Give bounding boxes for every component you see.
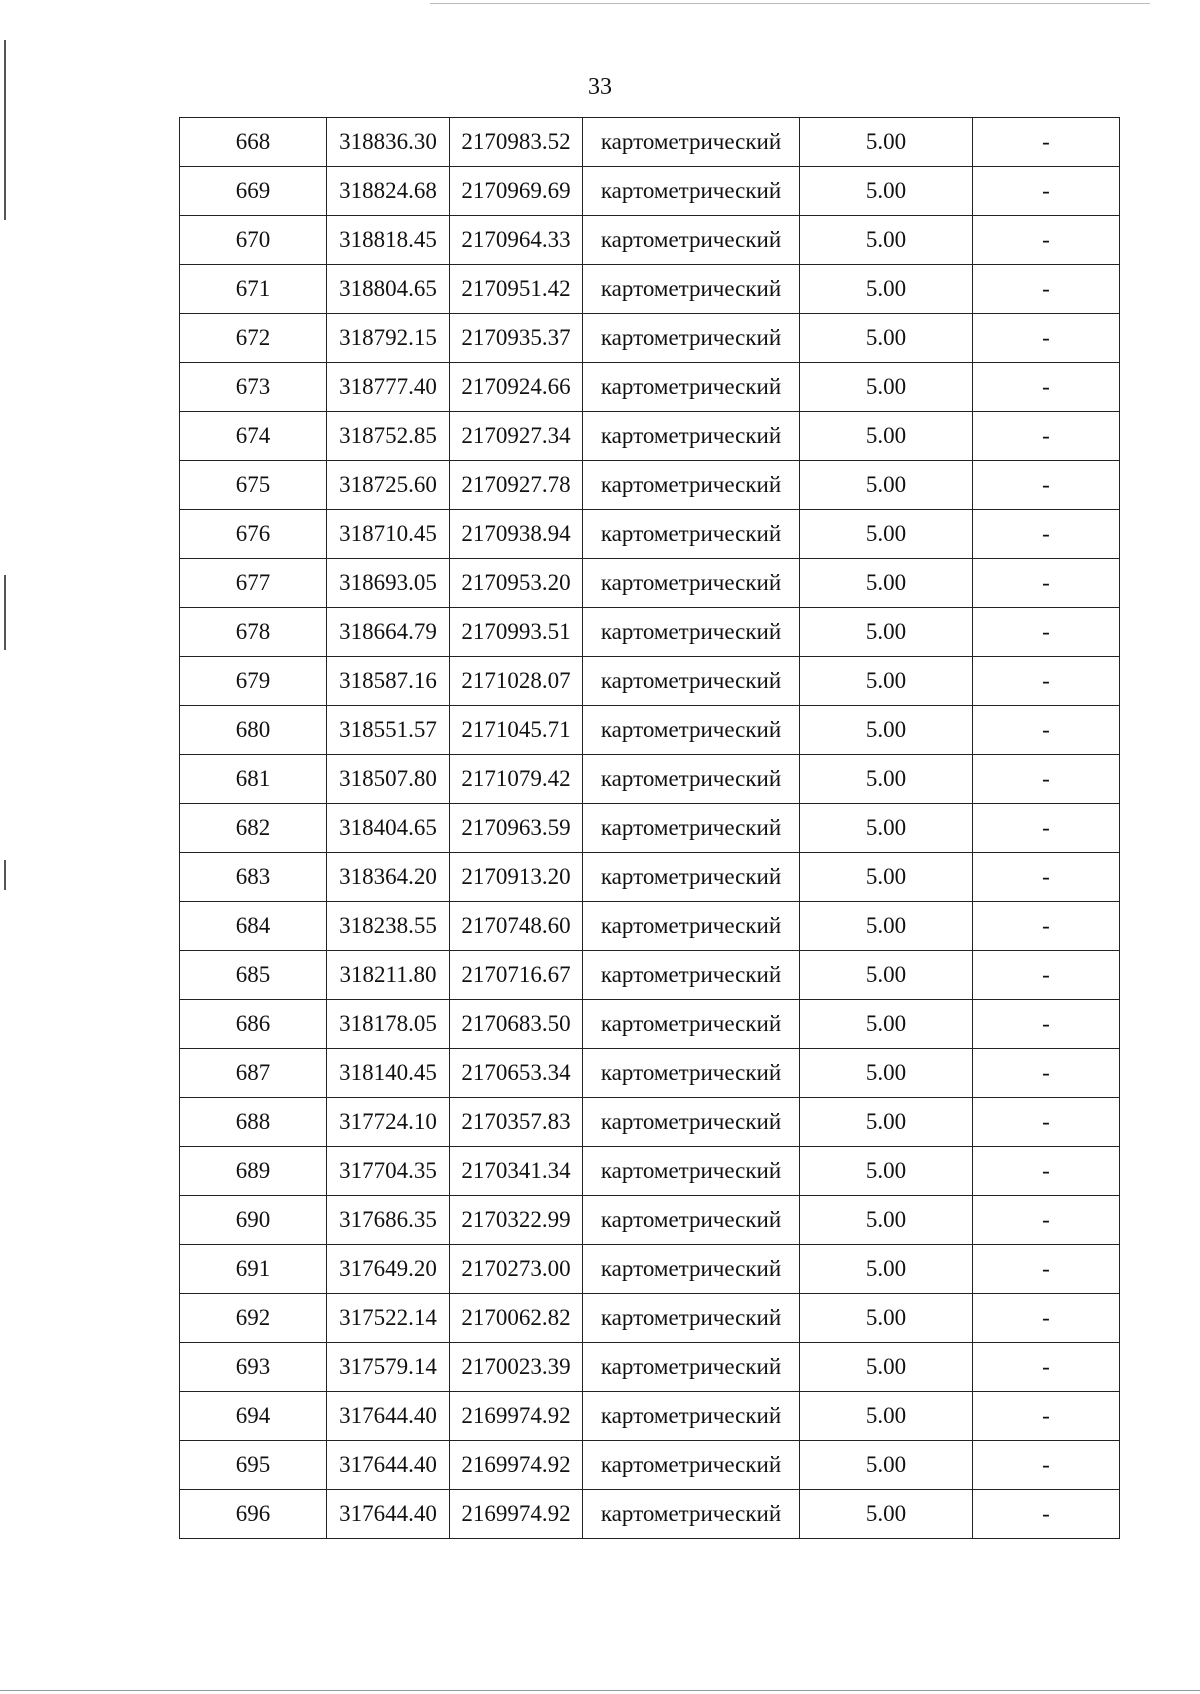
method-cell: картометрический [583,412,800,461]
y-coordinate-cell: 2170273.00 [450,1245,583,1294]
method-cell: картометрический [583,1147,800,1196]
method-cell: картометрический [583,167,800,216]
y-coordinate-cell: 2169974.92 [450,1490,583,1539]
x-coordinate-cell: 318792.15 [327,314,450,363]
table-row [180,216,1120,265]
precision-cell: 5.00 [800,412,973,461]
table-row [180,1343,1120,1392]
precision-cell: 5.00 [800,118,973,167]
x-coordinate-cell: 317579.14 [327,1343,450,1392]
x-coordinate-cell: 318725.60 [327,461,450,510]
precision-cell: 5.00 [800,1098,973,1147]
point-number-cell: 686 [180,1000,327,1049]
precision-cell: 5.00 [800,951,973,1000]
method-cell: картометрический [583,461,800,510]
precision-cell: 5.00 [800,216,973,265]
y-coordinate-cell: 2170062.82 [450,1294,583,1343]
description-cell: - [973,657,1120,706]
method-cell: картометрический [583,608,800,657]
description-cell: - [973,216,1120,265]
point-number-cell: 690 [180,1196,327,1245]
table-row [180,1098,1120,1147]
description-cell: - [973,1245,1120,1294]
y-coordinate-cell: 2170951.42 [450,265,583,314]
description-cell: - [973,1098,1120,1147]
precision-cell: 5.00 [800,1147,973,1196]
table-row [180,1294,1120,1343]
precision-cell: 5.00 [800,1441,973,1490]
x-coordinate-cell: 318551.57 [327,706,450,755]
table-row [180,608,1120,657]
y-coordinate-cell: 2171045.71 [450,706,583,755]
description-cell: - [973,265,1120,314]
x-coordinate-cell: 317704.35 [327,1147,450,1196]
precision-cell: 5.00 [800,265,973,314]
description-cell: - [973,1049,1120,1098]
description-cell: - [973,804,1120,853]
table-row [180,1147,1120,1196]
x-coordinate-cell: 318693.05 [327,559,450,608]
x-coordinate-cell: 318752.85 [327,412,450,461]
scan-edge-left-mark [4,40,6,220]
y-coordinate-cell: 2170927.34 [450,412,583,461]
precision-cell: 5.00 [800,902,973,951]
method-cell: картометрический [583,706,800,755]
x-coordinate-cell: 318178.05 [327,1000,450,1049]
description-cell: - [973,118,1120,167]
table-row [180,1000,1120,1049]
x-coordinate-cell: 317644.40 [327,1441,450,1490]
x-coordinate-cell: 318804.65 [327,265,450,314]
y-coordinate-cell: 2169974.92 [450,1441,583,1490]
description-cell: - [973,510,1120,559]
point-number-cell: 677 [180,559,327,608]
table-row [180,755,1120,804]
precision-cell: 5.00 [800,853,973,902]
x-coordinate-cell: 318777.40 [327,363,450,412]
y-coordinate-cell: 2170927.78 [450,461,583,510]
table-row [180,706,1120,755]
method-cell: картометрический [583,1490,800,1539]
table-row [180,314,1120,363]
method-cell: картометрический [583,1000,800,1049]
method-cell: картометрический [583,1392,800,1441]
table-row [180,657,1120,706]
description-cell: - [973,853,1120,902]
description-cell: - [973,1294,1120,1343]
y-coordinate-cell: 2170924.66 [450,363,583,412]
point-number-cell: 670 [180,216,327,265]
method-cell: картометрический [583,755,800,804]
point-number-cell: 685 [180,951,327,1000]
y-coordinate-cell: 2170983.52 [450,118,583,167]
table-row [180,1392,1120,1441]
precision-cell: 5.00 [800,1392,973,1441]
y-coordinate-cell: 2170653.34 [450,1049,583,1098]
table-row [180,804,1120,853]
table-row [180,951,1120,1000]
coordinates-table-body [180,118,1120,1539]
x-coordinate-cell: 317686.35 [327,1196,450,1245]
method-cell: картометрический [583,1294,800,1343]
precision-cell: 5.00 [800,167,973,216]
precision-cell: 5.00 [800,1245,973,1294]
y-coordinate-cell: 2170993.51 [450,608,583,657]
point-number-cell: 682 [180,804,327,853]
description-cell: - [973,608,1120,657]
x-coordinate-cell: 317644.40 [327,1490,450,1539]
point-number-cell: 681 [180,755,327,804]
precision-cell: 5.00 [800,1294,973,1343]
point-number-cell: 691 [180,1245,327,1294]
x-coordinate-cell: 318710.45 [327,510,450,559]
table-row [180,1441,1120,1490]
x-coordinate-cell: 317522.14 [327,1294,450,1343]
precision-cell: 5.00 [800,1490,973,1539]
point-number-cell: 683 [180,853,327,902]
point-number-cell: 672 [180,314,327,363]
scan-edge-left-mark [4,575,6,650]
description-cell: - [973,1392,1120,1441]
precision-cell: 5.00 [800,608,973,657]
precision-cell: 5.00 [800,510,973,559]
precision-cell: 5.00 [800,559,973,608]
y-coordinate-cell: 2171079.42 [450,755,583,804]
table-row [180,853,1120,902]
y-coordinate-cell: 2170938.94 [450,510,583,559]
point-number-cell: 669 [180,167,327,216]
scan-edge-bottom [0,1690,1200,1691]
precision-cell: 5.00 [800,1049,973,1098]
x-coordinate-cell: 317644.40 [327,1392,450,1441]
method-cell: картометрический [583,363,800,412]
y-coordinate-cell: 2170913.20 [450,853,583,902]
y-coordinate-cell: 2170683.50 [450,1000,583,1049]
description-cell: - [973,1147,1120,1196]
y-coordinate-cell: 2170322.99 [450,1196,583,1245]
table-row [180,1245,1120,1294]
point-number-cell: 668 [180,118,327,167]
method-cell: картометрический [583,853,800,902]
y-coordinate-cell: 2170969.69 [450,167,583,216]
x-coordinate-cell: 317724.10 [327,1098,450,1147]
precision-cell: 5.00 [800,363,973,412]
table-row [180,363,1120,412]
point-number-cell: 678 [180,608,327,657]
method-cell: картометрический [583,902,800,951]
table-row [180,559,1120,608]
table-row [180,510,1120,559]
table-row [180,167,1120,216]
method-cell: картометрический [583,559,800,608]
y-coordinate-cell: 2170023.39 [450,1343,583,1392]
point-number-cell: 671 [180,265,327,314]
x-coordinate-cell: 318364.20 [327,853,450,902]
method-cell: картометрический [583,118,800,167]
point-number-cell: 696 [180,1490,327,1539]
table-row [180,265,1120,314]
method-cell: картометрический [583,1049,800,1098]
x-coordinate-cell: 318140.45 [327,1049,450,1098]
x-coordinate-cell: 318211.80 [327,951,450,1000]
point-number-cell: 679 [180,657,327,706]
description-cell: - [973,1196,1120,1245]
table-row [180,1049,1120,1098]
point-number-cell: 689 [180,1147,327,1196]
point-number-cell: 695 [180,1441,327,1490]
method-cell: картометрический [583,1245,800,1294]
y-coordinate-cell: 2170935.37 [450,314,583,363]
table-row [180,118,1120,167]
description-cell: - [973,314,1120,363]
description-cell: - [973,461,1120,510]
point-number-cell: 675 [180,461,327,510]
description-cell: - [973,167,1120,216]
x-coordinate-cell: 317649.20 [327,1245,450,1294]
description-cell: - [973,951,1120,1000]
y-coordinate-cell: 2170341.34 [450,1147,583,1196]
point-number-cell: 688 [180,1098,327,1147]
point-number-cell: 687 [180,1049,327,1098]
point-number-cell: 674 [180,412,327,461]
y-coordinate-cell: 2170963.59 [450,804,583,853]
precision-cell: 5.00 [800,755,973,804]
y-coordinate-cell: 2170953.20 [450,559,583,608]
method-cell: картометрический [583,314,800,363]
x-coordinate-cell: 318836.30 [327,118,450,167]
y-coordinate-cell: 2170748.60 [450,902,583,951]
description-cell: - [973,363,1120,412]
page-number: 33 [588,74,612,100]
precision-cell: 5.00 [800,1343,973,1392]
method-cell: картометрический [583,1343,800,1392]
method-cell: картометрический [583,1098,800,1147]
y-coordinate-cell: 2170964.33 [450,216,583,265]
precision-cell: 5.00 [800,314,973,363]
method-cell: картометрический [583,657,800,706]
method-cell: картометрический [583,265,800,314]
description-cell: - [973,559,1120,608]
method-cell: картометрический [583,510,800,559]
y-coordinate-cell: 2170716.67 [450,951,583,1000]
description-cell: - [973,1490,1120,1539]
x-coordinate-cell: 318404.65 [327,804,450,853]
table-row [180,902,1120,951]
table-row [180,461,1120,510]
method-cell: картометрический [583,1196,800,1245]
description-cell: - [973,706,1120,755]
table-row [180,412,1120,461]
method-cell: картометрический [583,804,800,853]
point-number-cell: 692 [180,1294,327,1343]
y-coordinate-cell: 2169974.92 [450,1392,583,1441]
x-coordinate-cell: 318238.55 [327,902,450,951]
method-cell: картометрический [583,1441,800,1490]
description-cell: - [973,755,1120,804]
precision-cell: 5.00 [800,461,973,510]
y-coordinate-cell: 2170357.83 [450,1098,583,1147]
table-row [180,1490,1120,1539]
point-number-cell: 673 [180,363,327,412]
method-cell: картометрический [583,951,800,1000]
x-coordinate-cell: 318664.79 [327,608,450,657]
method-cell: картометрический [583,216,800,265]
x-coordinate-cell: 318587.16 [327,657,450,706]
precision-cell: 5.00 [800,657,973,706]
x-coordinate-cell: 318507.80 [327,755,450,804]
precision-cell: 5.00 [800,804,973,853]
point-number-cell: 694 [180,1392,327,1441]
y-coordinate-cell: 2171028.07 [450,657,583,706]
point-number-cell: 693 [180,1343,327,1392]
point-number-cell: 680 [180,706,327,755]
point-number-cell: 676 [180,510,327,559]
precision-cell: 5.00 [800,1196,973,1245]
description-cell: - [973,1000,1120,1049]
description-cell: - [973,902,1120,951]
description-cell: - [973,412,1120,461]
table-row [180,1196,1120,1245]
precision-cell: 5.00 [800,706,973,755]
description-cell: - [973,1343,1120,1392]
point-number-cell: 684 [180,902,327,951]
scan-edge-left-mark [4,860,6,890]
precision-cell: 5.00 [800,1000,973,1049]
x-coordinate-cell: 318818.45 [327,216,450,265]
description-cell: - [973,1441,1120,1490]
coordinates-table [179,117,1120,1539]
scan-edge-top [430,3,1150,4]
x-coordinate-cell: 318824.68 [327,167,450,216]
